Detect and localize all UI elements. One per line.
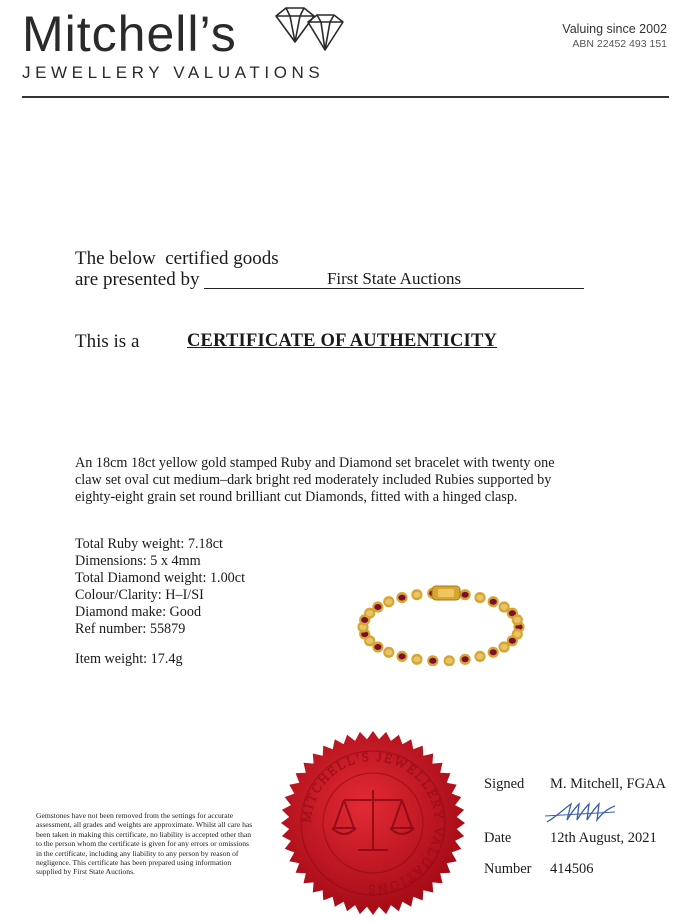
ruby-stone xyxy=(429,658,436,664)
ruby-stone xyxy=(374,604,381,610)
wax-seal xyxy=(278,728,468,918)
ruby-stone xyxy=(374,644,381,650)
diamond-stone xyxy=(385,599,392,605)
presenter-name: First State Auctions xyxy=(204,269,584,289)
item-weight: Item weight: 17.4g xyxy=(75,651,183,667)
number-label: Number xyxy=(484,861,532,877)
item-specs xyxy=(75,536,245,638)
signer-name: M. Mitchell, FGAA xyxy=(550,776,666,792)
signed-label: Signed xyxy=(484,776,525,792)
spec-line: Colour/Clarity: H–I/SI xyxy=(75,587,204,603)
presented-by-label: are presented by xyxy=(75,269,200,290)
diamond-stone xyxy=(476,653,483,659)
spec-line: Ref number: 55879 xyxy=(75,621,186,637)
ruby-stone xyxy=(490,649,497,655)
spec-line: Total Ruby weight: 7.18ct xyxy=(75,536,223,552)
certificate-title: CERTIFICATE OF AUTHENTICITY xyxy=(187,331,498,351)
ruby-stone xyxy=(509,638,516,644)
ruby-stone xyxy=(462,592,469,598)
diamond-stone xyxy=(501,604,508,610)
ruby-stone xyxy=(398,653,405,659)
item-description: An 18cm 18ct yellow gold stamped Ruby and Diamond set bracelet with twenty one claw set oval cut medium–dark bright red moderately included Rubies supported by eighty-eight grain set round brilliant cut Diamonds, fitted with a hinged clasp. xyxy=(75,455,555,505)
diamond-stone xyxy=(413,656,420,662)
ruby-stone xyxy=(398,595,405,601)
ruby-stone xyxy=(462,656,469,662)
date-label: Date xyxy=(484,830,512,846)
diamond-stone xyxy=(366,610,373,616)
date-value: 12th August, 2021 xyxy=(550,830,657,846)
diamond-stone xyxy=(413,592,420,598)
certificate-number: 414506 xyxy=(550,861,594,877)
abn-number: ABN 22452 493 151 xyxy=(572,38,667,50)
spec-line: Dimensions: 5 x 4mm xyxy=(75,553,201,569)
handwritten-signature xyxy=(543,800,623,826)
seal-text: MITCHELL'S JEWELLERY VALUATIONS xyxy=(298,748,448,898)
disclaimer-text: Gemstones have not been removed from the settings for accurate assessment, all grades and weights are approximate. Whilst all care has been taken in making this certificate, no liability is accepted other than to the person whom the certificate is given for any errors or omissions in the certificate, including any liability to any person by reason of negligence. This certificate has been prepared using information supplied by First State Auctions. xyxy=(36,811,253,877)
ruby-stone xyxy=(490,599,497,605)
spec-line: Diamond make: Good xyxy=(75,604,202,620)
bracelet-image xyxy=(356,584,526,666)
diamond-stone xyxy=(446,658,453,664)
diamond-stone xyxy=(501,644,508,650)
this-is-label: This is a xyxy=(75,331,140,352)
tagline: Valuing since 2002 xyxy=(562,22,667,36)
brand-name: Mitchell’s xyxy=(22,6,237,62)
diamond-logo-icon xyxy=(270,6,350,58)
diamond-stone xyxy=(514,617,521,623)
diamond-stone xyxy=(385,649,392,655)
brand-subtitle: JEWELLERY VALUATIONS xyxy=(22,63,325,82)
certified-goods-line: The below certified goods xyxy=(75,248,279,269)
spec-line: Total Diamond weight: 1.00ct xyxy=(75,570,246,586)
header-divider xyxy=(22,96,669,98)
diamond-stone xyxy=(476,595,483,601)
